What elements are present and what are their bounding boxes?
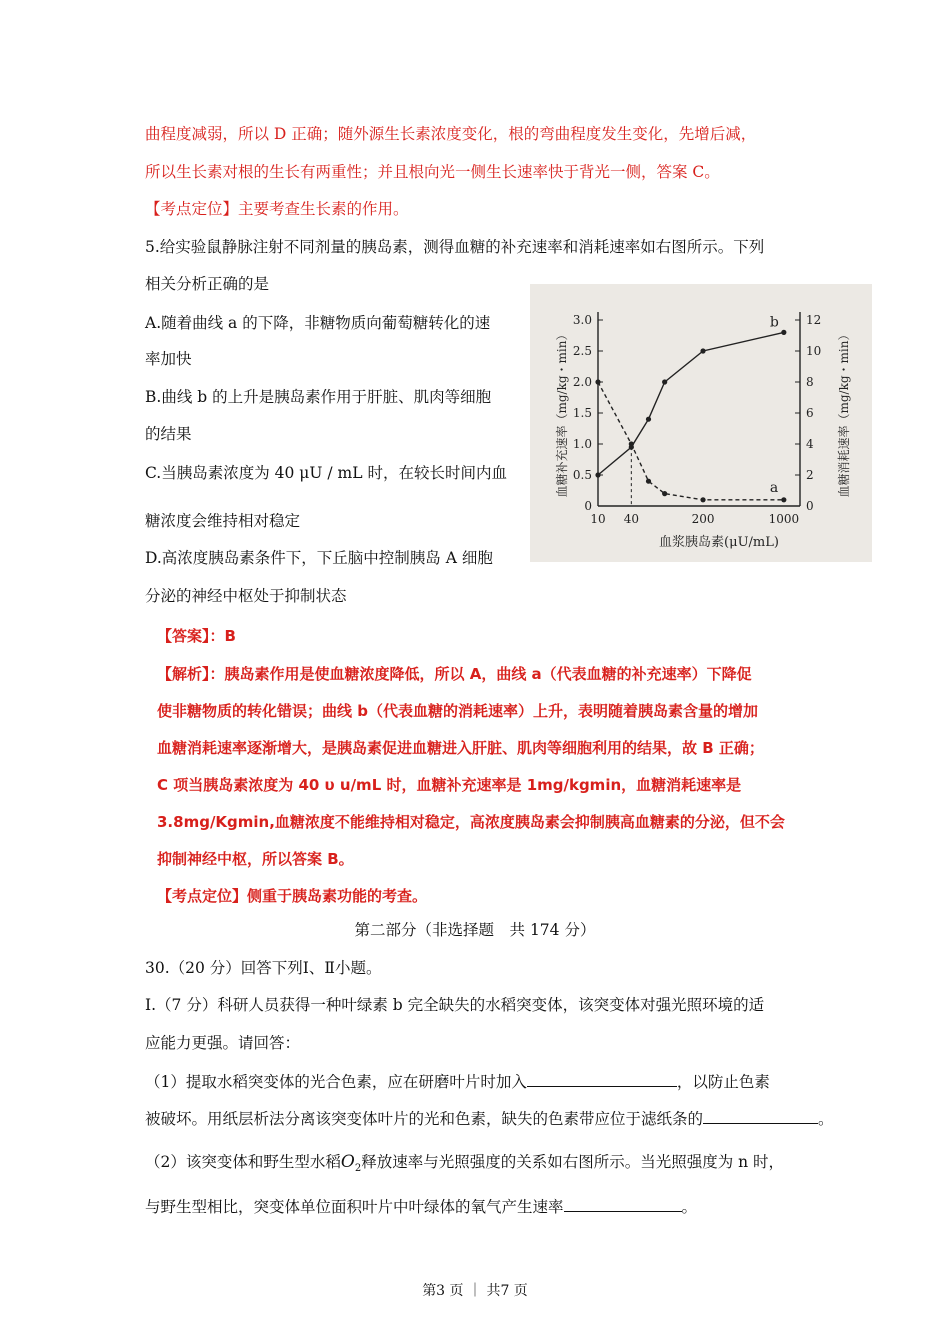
sub1-end: 。 — [818, 1110, 834, 1128]
answer-blank-3[interactable] — [564, 1195, 682, 1212]
series-b-point — [595, 472, 600, 477]
q5-analysis-line-5: 3.8mg/Kgmin,血糖浓度不能维持相对稳定，高浓度胰岛素会抑制胰高血糖素的分泌，但不会 — [157, 813, 785, 831]
series-b-point — [662, 379, 667, 384]
answer-blank-2[interactable] — [703, 1107, 818, 1124]
series-a-point — [781, 497, 786, 502]
q30-sub1-line-2 — [145, 1107, 834, 1129]
q30-sub2-line-1 — [145, 1152, 784, 1179]
o2-symbol: O — [340, 1152, 355, 1172]
q5-analysis-line-3: 血糖消耗速率逐渐增大，是胰岛素促进血糖进入肝脏、肌肉等细胞利用的结果，故 B 正确； — [157, 739, 764, 757]
x-tick-label: 200 — [691, 512, 715, 526]
prev-answer-line-2: 所以生长素对根的生长有两重性；并且根向光一侧生长速率快于背光一侧，答案 C。 — [145, 163, 720, 181]
right-tick-label: 4 — [806, 437, 814, 451]
right-tick-label: 10 — [806, 344, 822, 358]
q5-stem-line-1: 5.给实验鼠静脉注射不同剂量的胰岛素，测得血糖的补充速率和消耗速率如右图所示。下列 — [145, 238, 765, 256]
prev-kaodian: 【考点定位】主要考查生长素的作用。 — [145, 200, 409, 218]
q30-i-line-1: Ⅰ.（7 分）科研人员获得一种叶绿素 b 完全缺失的水稻突变体，该突变体对强光照环境的适 — [145, 996, 765, 1014]
q5-stem-line-2: 相关分析正确的是 — [145, 275, 270, 293]
q5-analysis-line-2: 使非糖物质的转化错误；曲线 b（代表血糖的消耗速率）上升，表明随着胰岛素含量的增加 — [157, 702, 758, 720]
right-tick-label: 2 — [806, 468, 814, 482]
left-tick-label: 1.0 — [572, 437, 592, 451]
right-tick-label: 12 — [806, 313, 822, 327]
q5-option-a-line-1: A.随着曲线 a 的下降，非糖物质向葡萄糖转化的速 — [145, 314, 491, 332]
sub1-text-a: （1）提取水稻突变体的光合色素，应在研磨叶片时加入 — [145, 1073, 527, 1091]
left-tick-label: 3.0 — [572, 313, 592, 327]
q5-option-a-line-2: 率加快 — [145, 350, 192, 368]
right-tick-label: 6 — [806, 406, 814, 420]
answer-blank-1[interactable] — [527, 1070, 677, 1087]
page-footer: 第3 页 ｜ 共7 页 — [422, 1283, 528, 1299]
sub1-text-b: ，以防止色素 — [676, 1073, 770, 1091]
sub2-text-b: 释放速率与光照强度的关系如右图所示。当光照强度为 n 时， — [361, 1153, 785, 1171]
left-tick-label: 2.0 — [572, 375, 592, 389]
q5-option-c-line-2: 糖浓度会维持相对稳定 — [145, 512, 301, 530]
sub2-text-c: 与野生型相比，突变体单位面积叶片中叶绿体的氧气产生速率 — [145, 1198, 564, 1216]
q30-sub1-line-1 — [145, 1070, 770, 1092]
q5-option-b-line-2: 的结果 — [145, 425, 192, 443]
series-b-point — [646, 417, 651, 422]
right-tick-label: 8 — [806, 375, 814, 389]
prev-answer-line-1: 曲程度减弱，所以 D 正确；随外源生长素浓度变化，根的弯曲程度发生变化，先增后减， — [145, 125, 757, 143]
sub1-text-c: 被破坏。用纸层析法分离该突变体叶片的光和色素，缺失的色素带应位于滤纸条的 — [145, 1110, 704, 1128]
q5-analysis-line-4: C 项当胰岛素浓度为 40 υ u/mL 时，血糖补充速率是 1mg/kgmin，血糖消耗速率是 — [157, 776, 742, 794]
q5-kaodian: 【考点定位】侧重于胰岛素功能的考查。 — [157, 887, 428, 905]
q5-option-d-line-2: 分泌的神经中枢处于抑制状态 — [145, 587, 347, 605]
q5-option-b-line-1: B.曲线 b 的上升是胰岛素作用于肝脏、肌肉等细胞 — [145, 388, 492, 406]
series-a-label: a — [769, 479, 779, 496]
x-tick-label: 1000 — [768, 512, 800, 526]
insulin-chart — [530, 284, 872, 562]
left-tick-label: 2.5 — [572, 344, 592, 358]
left-tick-label: 1.5 — [572, 406, 592, 420]
left-tick-label: 0.5 — [572, 468, 592, 482]
q5-analysis-line-1: 【解析】：胰岛素作用是使血糖浓度降低，所以 A，曲线 a（代表血糖的补充速率）下降促 — [157, 665, 752, 683]
right-tick-label: 0 — [806, 499, 814, 513]
series-a-point — [662, 491, 667, 496]
part2-title: 第二部分（非选择题 共 174 分） — [354, 921, 596, 939]
series-b-point — [781, 330, 786, 335]
series-a-point — [646, 479, 651, 484]
y-left-axis-label: 血糖补充速率（mg/kg・min） — [555, 328, 569, 498]
series-b-point — [700, 348, 705, 353]
q30-heading: 30.（20 分）回答下列Ⅰ、Ⅱ小题。 — [145, 959, 382, 977]
series-a-point — [595, 379, 600, 384]
q30-sub2-line-2 — [145, 1195, 697, 1217]
left-tick-label: 0 — [584, 499, 592, 513]
y-right-axis-label: 血糖消耗速率（mg/kg・min） — [837, 328, 851, 498]
q5-answer: 【答案】：B — [157, 627, 236, 645]
sub2-text-a: （2）该突变体和野生型水稻 — [145, 1153, 341, 1171]
q5-option-d-line-1: D.高浓度胰岛素条件下，下丘脑中控制胰岛 A 细胞 — [145, 549, 493, 567]
q5-option-c-line-1: C.当胰岛素浓度为 40 μU / mL 时，在较长时间内血 — [145, 464, 507, 482]
x-tick-label: 10 — [590, 512, 606, 526]
series-b-label: b — [769, 314, 779, 331]
x-tick-label: 40 — [623, 512, 639, 526]
x-axis-label: 血浆胰岛素(μU/mL) — [659, 535, 779, 550]
q5-analysis-line-6: 抑制神经中枢，所以答案 B。 — [157, 850, 354, 868]
q30-i-line-2: 应能力更强。请回答： — [145, 1034, 301, 1052]
o2-subscript: 2 — [354, 1163, 362, 1175]
series-a-point — [700, 497, 705, 502]
sub2-end: 。 — [681, 1198, 698, 1216]
